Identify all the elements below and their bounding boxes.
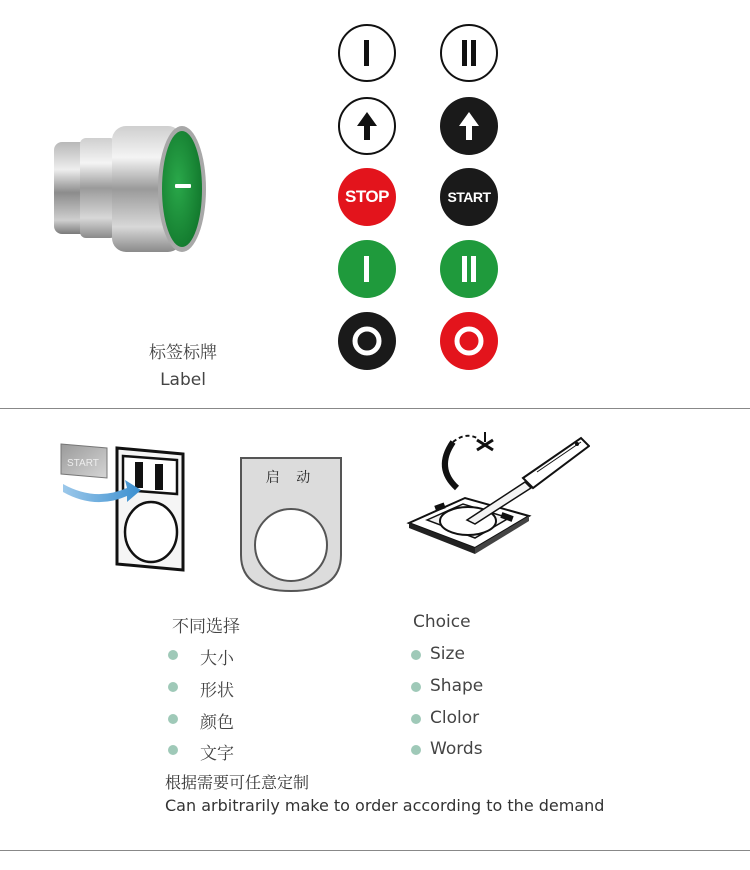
plate-text: 启 动 (265, 470, 317, 486)
stop-button-red (338, 168, 396, 226)
bullet-dot (168, 745, 178, 755)
bullet-dot (168, 650, 178, 660)
label-card-text: START (67, 458, 99, 469)
ii-symbol-button-green (440, 240, 498, 298)
bullet-dot (411, 714, 421, 724)
bullet-dot (168, 714, 178, 724)
arrow-up-icon (457, 110, 481, 142)
label-holder-illustration (55, 440, 195, 575)
label-title-cn: 标签标牌 (149, 343, 217, 363)
stop-button-label: STOP (345, 187, 389, 206)
o-symbol-button-black (338, 312, 396, 370)
arrow-up-button-black (440, 97, 498, 155)
bullet-dot (168, 682, 178, 692)
choice-en-item-words: Words (430, 739, 483, 759)
choice-cn-item-words: 文字 (200, 744, 234, 764)
choice-en-item-shape: Shape (430, 676, 484, 696)
start-button-black (440, 168, 498, 226)
choice-cn-item-size: 大小 (200, 649, 234, 669)
choice-cn-item-shape: 形状 (200, 681, 234, 701)
start-button-label: START (447, 189, 491, 205)
choice-title-en: Choice (413, 612, 471, 632)
bullet-dot (411, 745, 421, 755)
bullet-dot (411, 650, 421, 660)
choice-cn-item-color: 颜色 (200, 713, 234, 733)
footer-note-en: Can arbitrarily make to order according to the demand (165, 796, 605, 815)
bullet-dot (411, 682, 421, 692)
choice-en-item-color: Clolor (430, 708, 480, 728)
label-title-en: Label (160, 370, 206, 390)
footer-note-cn: 根据需要可任意定制 (165, 773, 310, 792)
knife-cutting-illustration (405, 428, 590, 578)
section-divider-top (0, 408, 750, 409)
i-symbol-button-white (338, 24, 396, 82)
section-divider-bottom (0, 850, 750, 851)
ii-symbol-button-white (440, 24, 498, 82)
arrow-up-icon (355, 110, 379, 142)
choice-title-cn: 不同选择 (172, 617, 240, 637)
name-plate-illustration (238, 455, 344, 595)
push-button-product-image (50, 120, 210, 260)
o-symbol-button-red (440, 312, 498, 370)
choice-en-item-size: Size (430, 644, 465, 664)
arrow-up-button-white (338, 97, 396, 155)
i-symbol-button-green (338, 240, 396, 298)
